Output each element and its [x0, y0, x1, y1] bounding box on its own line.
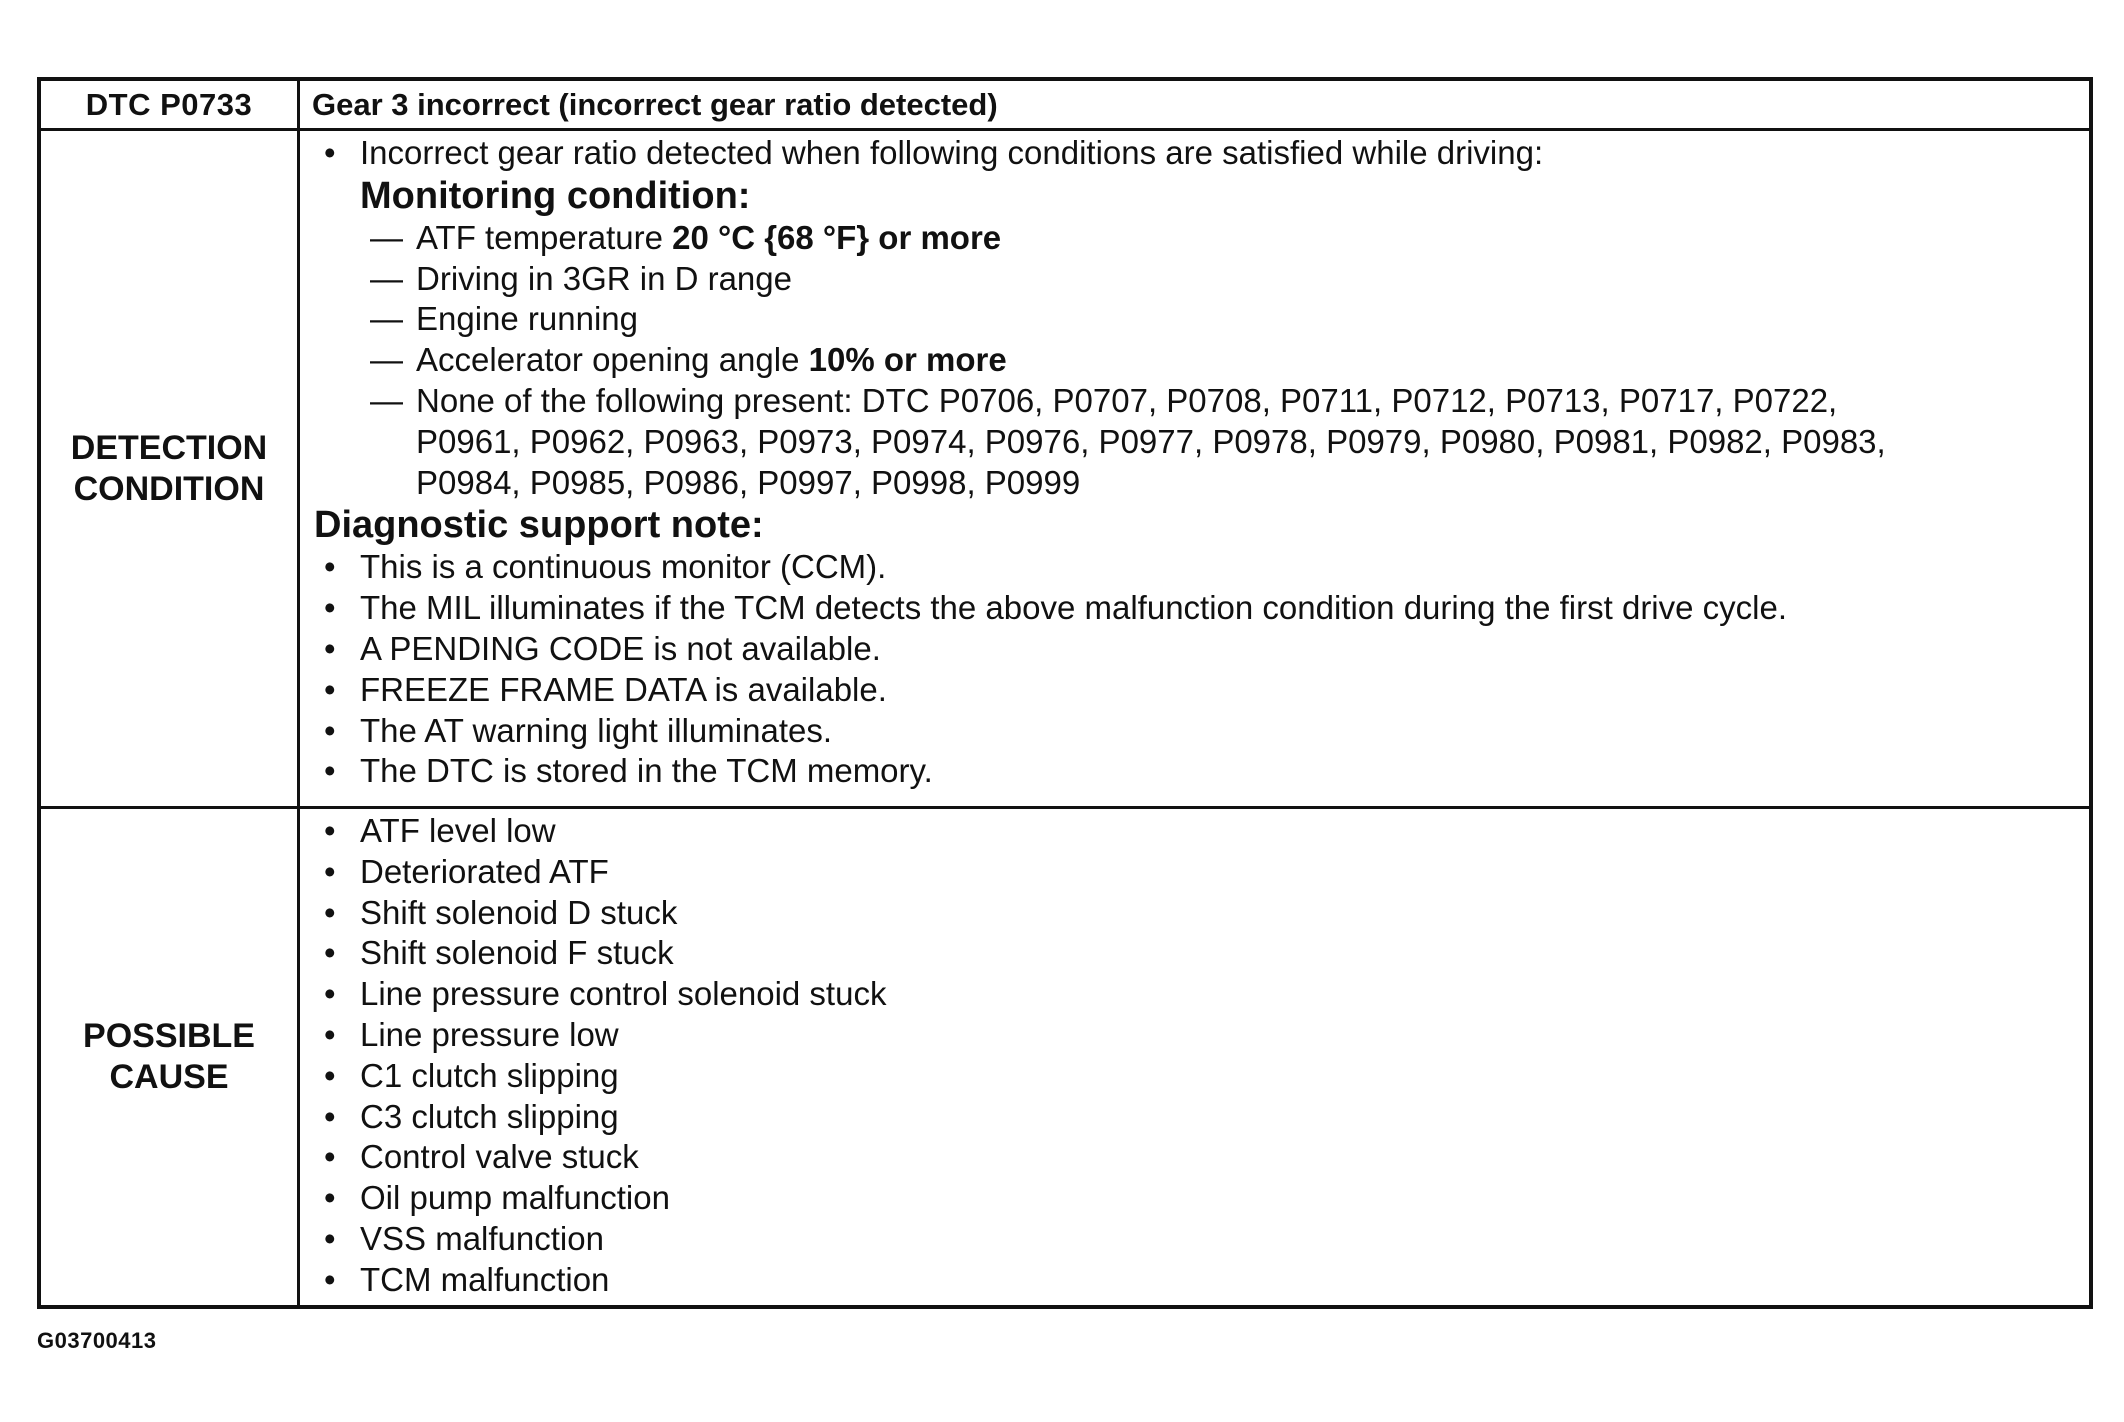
support-note-item: [314, 751, 2089, 792]
cause-item: [314, 1015, 2089, 1056]
condition-item: [314, 381, 2089, 422]
support-note-text: The AT warning light illuminates.: [360, 711, 833, 749]
dash-icon: —: [370, 300, 403, 338]
bullet-icon: •: [324, 893, 336, 931]
cause-item: [314, 933, 2089, 974]
condition-text: ATF temperature: [416, 218, 673, 256]
cause-item: [314, 893, 2089, 934]
cause-text: Line pressure control solenoid stuck: [360, 975, 887, 1013]
possible-cause-label: [41, 809, 300, 1305]
bullet-icon: •: [324, 1219, 336, 1257]
dash-icon: —: [370, 218, 403, 256]
cause-item: [314, 1178, 2089, 1219]
detection-condition-label: [41, 131, 300, 809]
condition-text: None of the following present: DTC P0706, P0707, P0708, P0711, P0712, P0713, P0717, P0722,: [416, 381, 1838, 419]
dash-icon: —: [370, 341, 403, 379]
bullet-icon: •: [324, 670, 336, 708]
cause-text: Shift solenoid D stuck: [360, 893, 678, 931]
cause-text: C3 clutch slipping: [360, 1097, 619, 1135]
dtc-title-cell: [300, 81, 2089, 131]
cause-item: [314, 852, 2089, 893]
bullet-icon: •: [324, 752, 336, 790]
support-note-text: The MIL illuminates if the TCM detects the above malfunction condition during the first drive cycle.: [360, 589, 1788, 627]
figure-code: G03700413: [37, 1328, 157, 1353]
dash-icon: —: [370, 259, 403, 297]
cause-item: [314, 811, 2089, 852]
support-note-text: The DTC is stored in the TCM memory.: [360, 752, 933, 790]
dtc-code-cell: [41, 81, 300, 131]
detection-label-line2: CONDITION: [73, 469, 265, 508]
support-note-text: FREEZE FRAME DATA is available.: [360, 670, 887, 708]
possible-cause-content: [300, 809, 2089, 1305]
support-note-text: This is a continuous monitor (CCM).: [360, 548, 887, 586]
support-note-text: A PENDING CODE is not available.: [360, 629, 881, 667]
condition-continuation: P0984, P0985, P0986, P0997, P0998, P0999: [416, 463, 1081, 501]
bullet-icon: •: [324, 1097, 336, 1135]
cause-item: [314, 1260, 2089, 1301]
dtc-code: DTC P0733: [85, 86, 253, 122]
cause-label-line2: CAUSE: [109, 1058, 229, 1096]
bullet-icon: •: [324, 589, 336, 627]
condition-text: Accelerator opening angle: [416, 341, 809, 379]
bullet-icon: •: [324, 1179, 336, 1217]
cause-text: VSS malfunction: [360, 1219, 604, 1257]
dash-icon: —: [370, 381, 403, 419]
bullet-icon: •: [324, 975, 336, 1013]
cause-text: Shift solenoid F stuck: [360, 934, 674, 972]
condition-continuation: P0961, P0962, P0963, P0973, P0974, P0976, P0977, P0978, P0979, P0980, P0981, P0982, P0983,: [416, 422, 1886, 460]
cause-text: Control valve stuck: [360, 1138, 639, 1176]
condition-item: [314, 340, 2089, 381]
cause-label-line1: POSSIBLE: [83, 1017, 255, 1055]
bullet-icon: •: [324, 1015, 336, 1053]
cause-text: Oil pump malfunction: [360, 1179, 670, 1217]
cause-text: C1 clutch slipping: [360, 1056, 619, 1094]
condition-item: [314, 259, 2089, 300]
support-note-item: [314, 670, 2089, 711]
cause-item: [314, 1137, 2089, 1178]
support-note-item: [314, 629, 2089, 670]
dtc-title: Gear 3 incorrect (incorrect gear ratio detected): [312, 86, 998, 122]
bullet-icon: •: [324, 1056, 336, 1094]
cause-item: [314, 1097, 2089, 1138]
cause-text: Line pressure low: [360, 1015, 619, 1053]
cause-item: [314, 1219, 2089, 1260]
bullet-icon: •: [324, 134, 336, 171]
bullet-icon: •: [324, 934, 336, 972]
support-note-item: [314, 547, 2089, 588]
bullet-icon: •: [324, 852, 336, 890]
detection-label-line1: DETECTION: [70, 428, 268, 467]
dtc-table: [37, 77, 2093, 1309]
bullet-icon: •: [324, 711, 336, 749]
support-note-item: [314, 711, 2089, 752]
bullet-icon: •: [324, 1260, 336, 1298]
detection-condition-content: [300, 131, 2089, 809]
condition-bold: 20 °C {68 °F} or more: [672, 218, 1002, 256]
support-note-heading: Diagnostic support note:: [314, 504, 764, 547]
bullet-icon: •: [324, 1138, 336, 1176]
cause-text: Deteriorated ATF: [360, 852, 609, 890]
intro-text: Incorrect gear ratio detected when following conditions are satisfied while driving:: [360, 134, 1544, 171]
cause-item: [314, 974, 2089, 1015]
bullet-icon: •: [324, 812, 336, 849]
intro-bullet: [314, 133, 2089, 174]
condition-item: [314, 299, 2089, 340]
condition-text: Engine running: [416, 300, 639, 338]
bullet-icon: •: [324, 629, 336, 667]
monitoring-heading: Monitoring condition:: [360, 174, 751, 217]
cause-text: TCM malfunction: [360, 1260, 610, 1298]
cause-item: [314, 1056, 2089, 1097]
condition-bold: 10% or more: [808, 341, 1007, 379]
support-note-item: [314, 588, 2089, 629]
condition-text: Driving in 3GR in D range: [416, 259, 792, 297]
cause-text: ATF level low: [360, 812, 556, 849]
bullet-icon: •: [324, 548, 336, 586]
condition-item: [314, 218, 2089, 259]
